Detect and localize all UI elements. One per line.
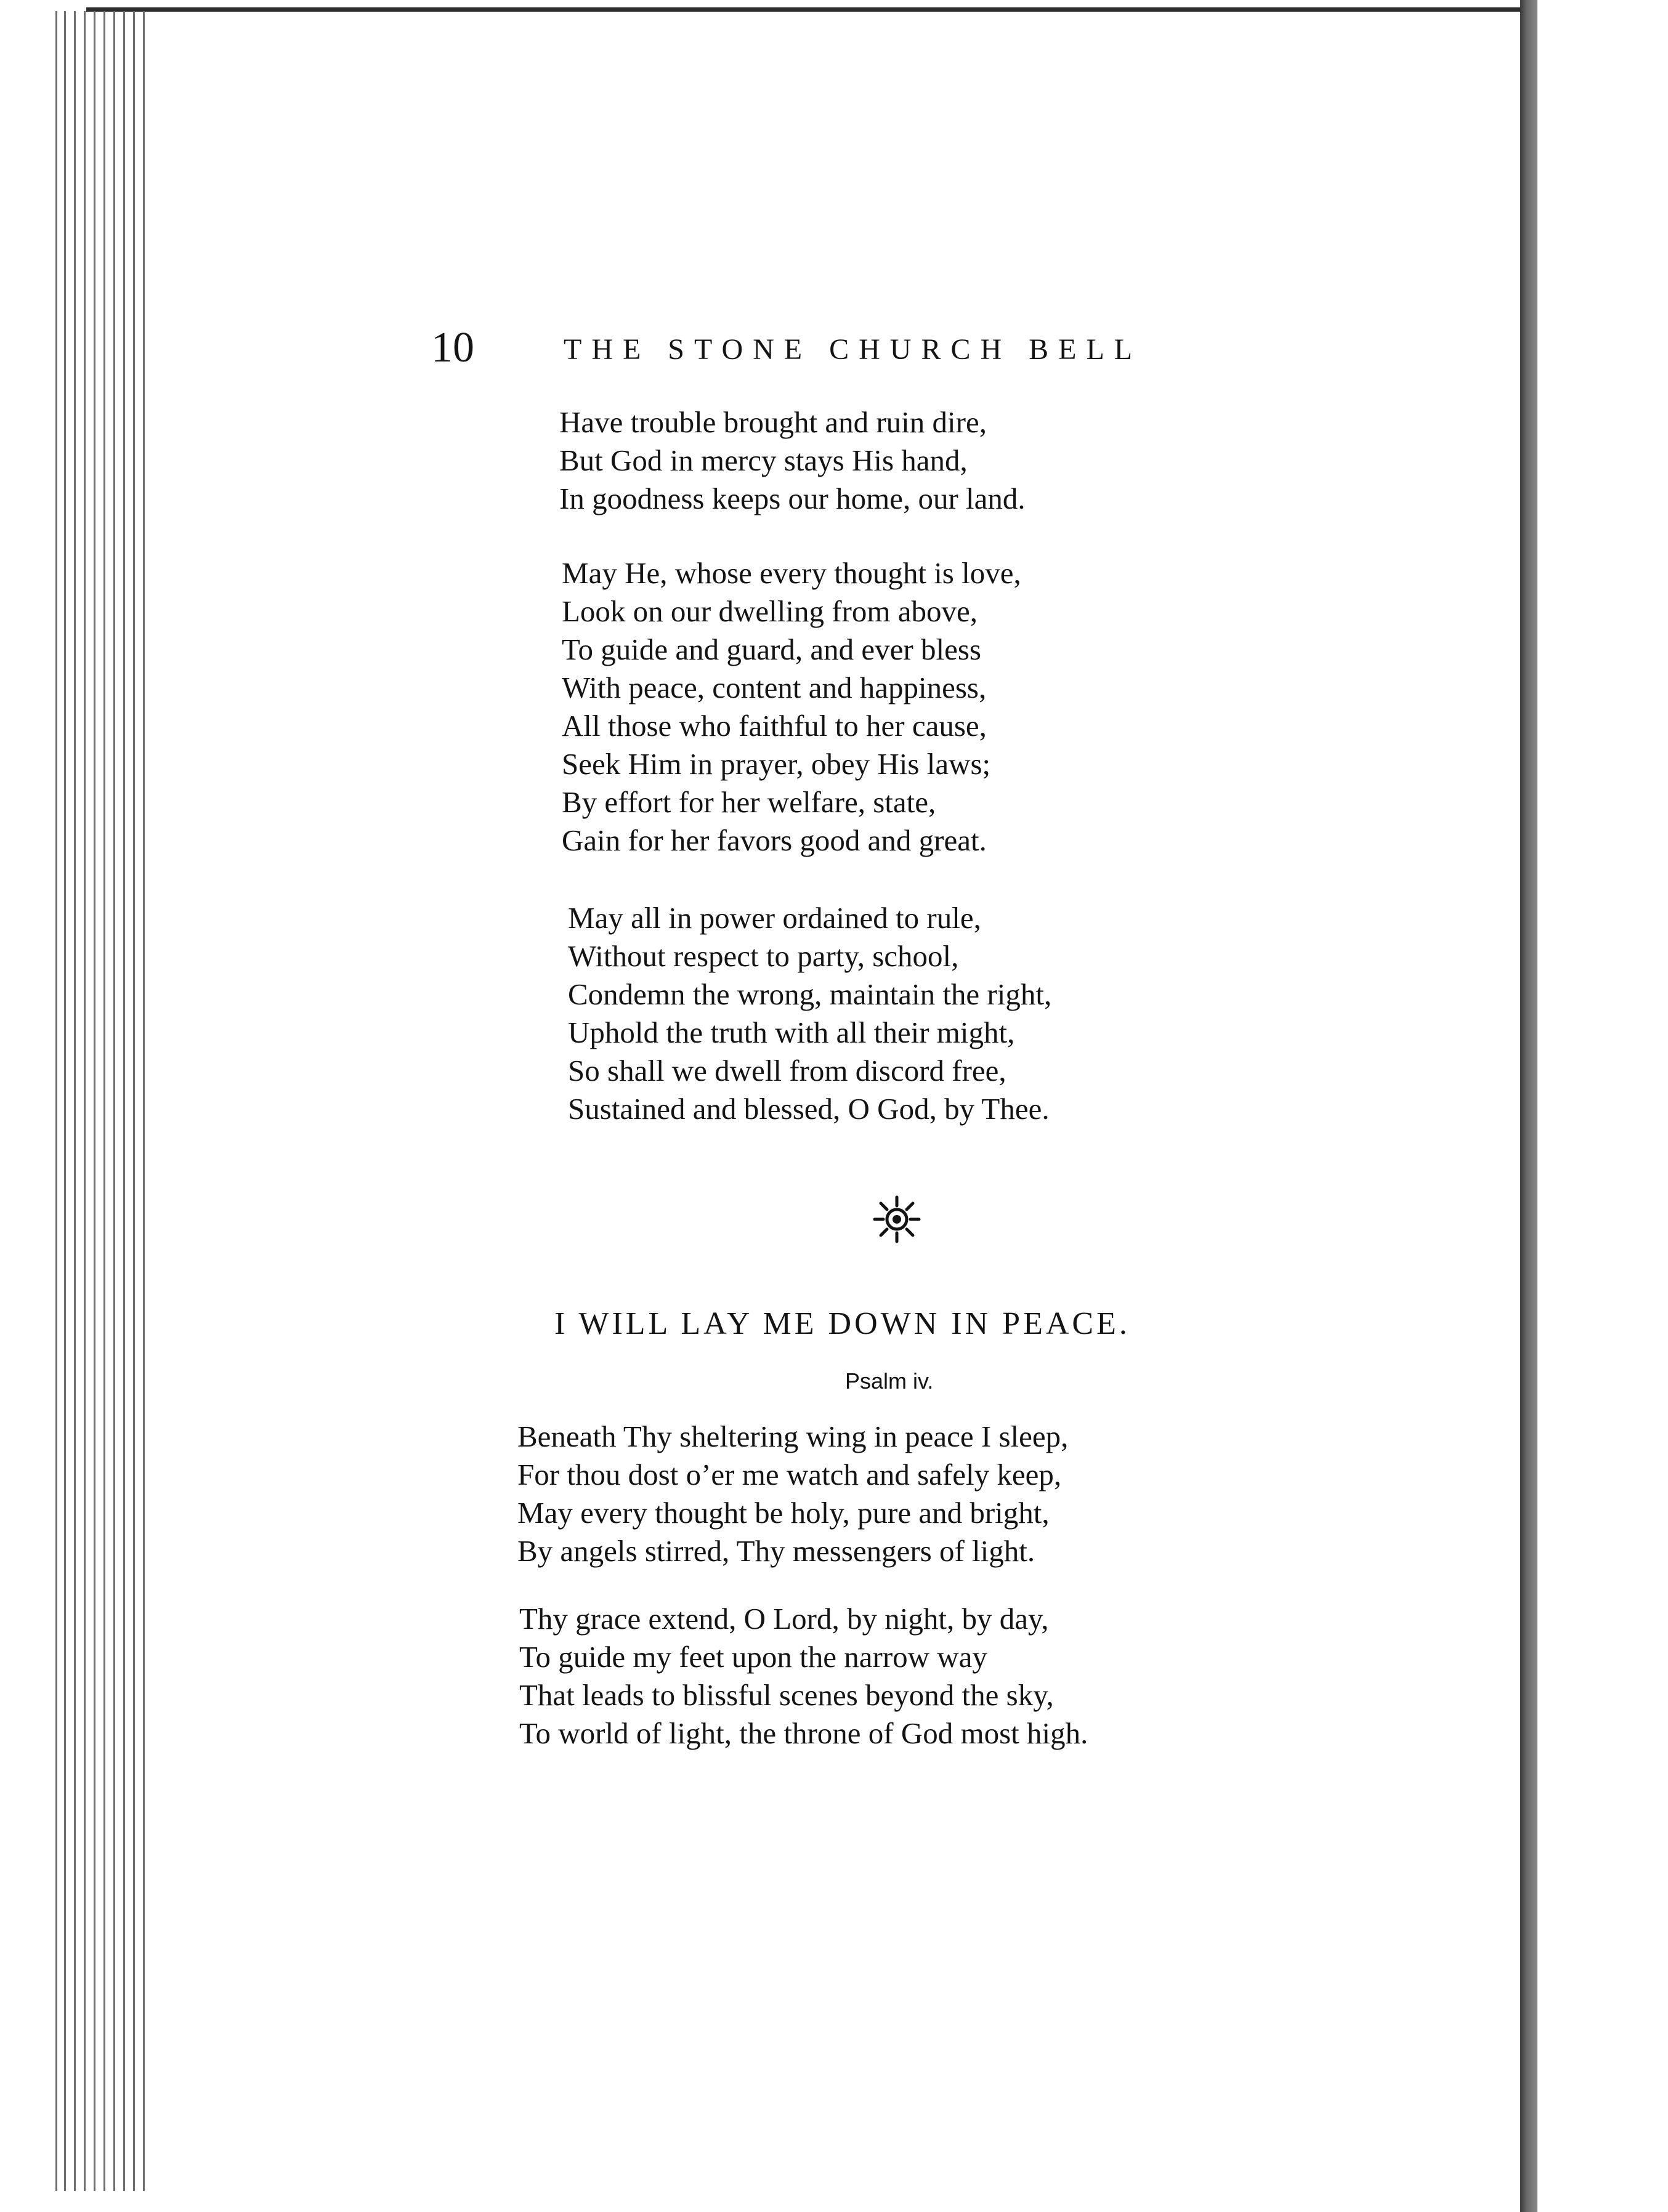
page-number: 10 <box>431 324 474 371</box>
poem-one-stanza-1 <box>559 403 1026 518</box>
poem-source: Psalm iv. <box>845 1368 934 1394</box>
page-edge-line <box>133 11 135 2191</box>
page-edge-line <box>103 11 105 2191</box>
verse-line: May every thought be holy, pure and bright, <box>517 1496 1050 1530</box>
verse-line: Beneath Thy sheltering wing in peace I sleep, <box>517 1419 1069 1453</box>
running-title: THE STONE CHURCH BELL <box>564 333 1143 366</box>
top-edge-rule <box>86 7 1521 12</box>
verse-line: Thy grace extend, O Lord, by night, by day, <box>519 1602 1049 1636</box>
verse-line: Uphold the truth with all their might, <box>568 1015 1015 1049</box>
page-edge-line <box>143 11 145 2191</box>
page-edge-line <box>64 11 66 2191</box>
verse-line: In goodness keeps our home, our land. <box>559 482 1026 515</box>
poem-one-stanza-2 <box>562 554 1021 860</box>
poem-two-stanza-1 <box>517 1418 1068 1570</box>
verse-line: Seek Him in prayer, obey His laws; <box>562 747 991 781</box>
verse-line: To guide and guard, and ever bless <box>562 632 981 666</box>
verse-line: Sustained and blessed, O God, by Thee. <box>568 1092 1050 1126</box>
verse-line: May He, whose every thought is love, <box>562 556 1021 590</box>
verse-line: With peace, content and happiness, <box>562 671 987 704</box>
verse-line: Condemn the wrong, maintain the right, <box>568 977 1052 1011</box>
verse-line: So shall we dwell from discord free, <box>568 1054 1006 1088</box>
page-edge-line <box>94 11 95 2191</box>
facing-page-margin <box>1537 0 1668 2212</box>
verse-line: To guide my feet upon the narrow way <box>519 1640 987 1674</box>
page-edge-line <box>123 11 125 2191</box>
verse-line: For thou dost o’er me watch and safely keep, <box>517 1458 1062 1491</box>
page-edges <box>55 11 148 2191</box>
verse-line: Gain for her favors good and great. <box>562 823 987 857</box>
sunburst-ornament-icon <box>872 1195 921 1244</box>
verse-line: But God in mercy stays His hand, <box>559 443 968 477</box>
page-edge-line <box>113 11 115 2191</box>
page-edge-line <box>74 11 76 2191</box>
poem-one-stanza-3 <box>568 899 1051 1128</box>
verse-line: Look on our dwelling from above, <box>562 594 978 628</box>
verse-line: By angels stirred, Thy messengers of light. <box>517 1534 1035 1568</box>
verse-line: Without respect to party, school, <box>568 939 959 973</box>
verse-line: May all in power ordained to rule, <box>568 901 981 935</box>
verse-line: By effort for her welfare, state, <box>562 785 936 819</box>
running-head <box>431 320 1417 376</box>
verse-line: That leads to blissful scenes beyond the sky, <box>519 1678 1054 1712</box>
poem-two-stanza-2 <box>519 1600 1088 1753</box>
page-edge-line <box>55 11 57 2191</box>
verse-line: To world of light, the throne of God most high. <box>519 1716 1088 1750</box>
page-edge-line <box>84 11 86 2191</box>
poem-title: I WILL LAY ME DOWN IN PEACE. <box>554 1306 1130 1341</box>
verse-line: All those who faithful to her cause, <box>562 709 987 743</box>
verse-line: Have trouble brought and ruin dire, <box>559 405 987 439</box>
binding-shadow <box>1520 0 1537 2212</box>
